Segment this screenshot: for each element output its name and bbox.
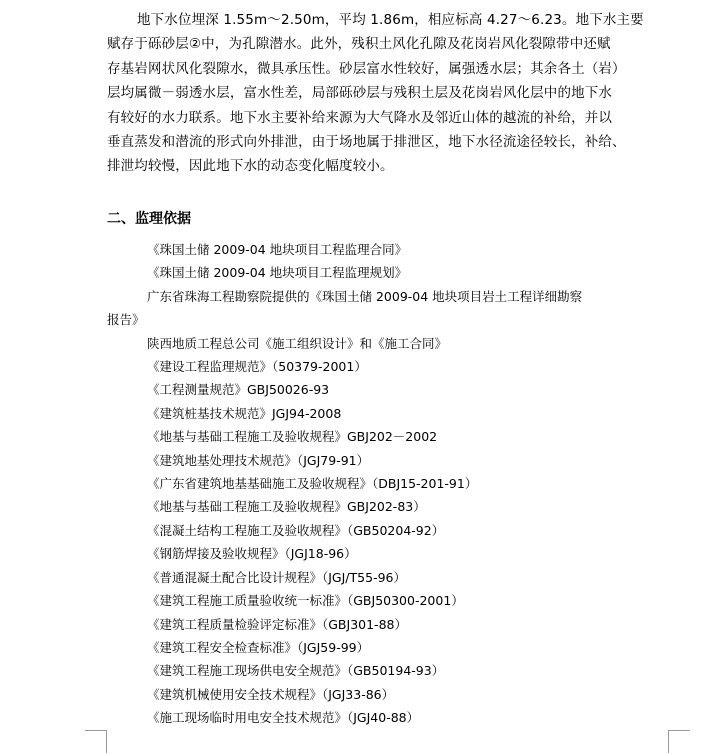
reference-item: 《广东省建筑地基基础施工及验收规程》（DBJ15-201-91） <box>147 476 478 492</box>
reference-item: 《建筑桩基技术规范》JGJ94-2008 <box>147 405 342 421</box>
reference-item-continuation: 报告》 <box>107 312 145 328</box>
reference-item: 《建筑工程安全检查标准》（JGJ59-99） <box>147 639 370 655</box>
paragraph-line: 垂直蒸发和潜流的形式向外排泄，由于场地属于排泄区，地下水径流途径较长，补给、 <box>107 134 626 151</box>
reference-list <box>107 238 667 730</box>
reference-item: 《工程测量规范》GBJ50026-93 <box>147 382 330 398</box>
reference-item: 陕西地质工程总公司《施工组织设计》和《施工合同》 <box>147 335 448 351</box>
groundwater-paragraph <box>107 8 667 179</box>
reference-item: 《建筑工程施工质量验收统一标准》（GBJ50300-2001） <box>147 593 464 609</box>
reference-item: 《建筑地基处理技术规范》（JGJ79-91） <box>147 452 370 468</box>
margin-corner-mark-left <box>85 730 107 753</box>
margin-corner-mark-right <box>668 730 690 753</box>
reference-item: 《建筑机械使用安全技术规程》（JGJ33-86） <box>147 686 395 702</box>
reference-item: 《普通混凝土配合比设计规程》（JGJ/T55-96） <box>147 569 406 585</box>
reference-item: 《建筑工程质量检验评定标准》（GBJ301-88） <box>147 616 407 632</box>
reference-item: 《施工现场临时用电安全技术规范》（JGJ40-88） <box>147 710 420 726</box>
reference-item: 《建筑工程施工现场供电安全规范》（GB50194-93） <box>147 663 445 679</box>
reference-item: 《混凝土结构工程施工及验收规程》（GB50204-92） <box>147 522 445 538</box>
paragraph-line: 排泄均较慢，因此地下水的动态变化幅度较小。 <box>107 158 394 175</box>
section-heading: 二、监理依据 <box>107 211 191 227</box>
paragraph-line: 存基岩网状风化裂隙水，微具承压性。砂层富水性较好，属强透水层；其余各土（岩） <box>107 60 626 77</box>
paragraph-line: 有较好的水力联系。地下水主要补给来源为大气降水及邻近山体的越流的补给，并以 <box>107 109 613 126</box>
paragraph-line: 层均属微－弱透水层，富水性差，局部砾砂层与残积土层及花岗岩风化层中的地下水 <box>107 85 613 102</box>
reference-item: 广东省珠海工程勘察院提供的《珠国土储 2009-04 地块项目岩土工程详细勘察 <box>147 288 583 304</box>
reference-item: 《建设工程监理规范》（50379-2001） <box>147 359 367 375</box>
reference-item: 《钢筋焊接及验收规程》（JGJ18-96） <box>147 546 357 562</box>
paragraph-line: 赋存于砾砂层②中，为孔隙潜水。此外，残积土风化孔隙及花岗岩风化裂隙带中还赋 <box>107 36 611 53</box>
reference-item: 《地基与基础工程施工及验收规程》GBJ202-83） <box>147 499 426 515</box>
reference-item: 《珠国土储 2009-04 地块项目工程监理合同》 <box>147 242 408 257</box>
reference-item: 《珠国土储 2009-04 地块项目工程监理规划》 <box>147 265 408 281</box>
paragraph-line: 地下水位埋深 1.55m～2.50m，平均 1.86m，相应标高 4.27～6.23。地下水主要 <box>137 12 644 28</box>
reference-item: 《地基与基础工程施工及验收规程》GBJ202－2002 <box>147 429 438 445</box>
